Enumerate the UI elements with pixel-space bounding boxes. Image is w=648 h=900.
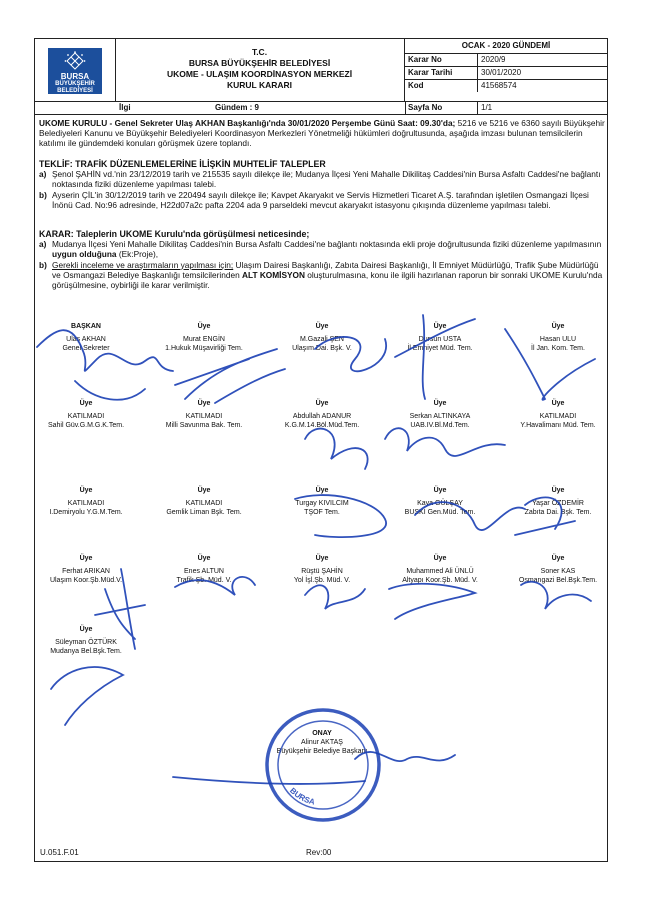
footer-form-code: U.051.F.01 xyxy=(40,848,79,857)
document-title xyxy=(115,39,405,101)
sayfa-no-label: Sayfa No xyxy=(408,103,443,112)
karar-item-b xyxy=(39,260,605,291)
signature-block xyxy=(139,399,269,430)
signature-role: BUSKİ Gen.Müd. Tem. xyxy=(404,509,476,516)
signature-title: Üye xyxy=(433,487,447,494)
signature-name: KATILMADI xyxy=(539,413,577,420)
signature-name: Ferhat ARIKAN xyxy=(62,568,110,575)
karar-b-label: b) xyxy=(39,259,47,270)
intro-paragraph xyxy=(39,118,605,149)
official-seal xyxy=(253,703,393,827)
signature-name: Yaşar ÖZDEMİR xyxy=(532,500,584,507)
signature-role: Gemlik Liman Bşk. Tem. xyxy=(166,509,242,516)
signature-block xyxy=(493,399,623,430)
approval-block xyxy=(257,729,387,756)
signature-name: Abdullah ADANUR xyxy=(292,413,352,420)
signature-block xyxy=(493,554,623,585)
signature-title: Üye xyxy=(79,626,93,633)
signature-block xyxy=(21,554,151,585)
karar-heading: KARAR: Taleplerin UKOME Kurulu'nda görüşülmesi neticesinde; xyxy=(39,229,310,239)
sayfa-no-value: 1/1 xyxy=(477,102,492,114)
signature-block xyxy=(139,322,269,353)
title-tc: T.C. xyxy=(251,47,268,57)
document-header xyxy=(35,39,607,113)
teklif-item-a xyxy=(39,169,605,189)
title-ukome: UKOME - ULAŞIM KOORDİNASYON MERKEZİ xyxy=(166,69,353,79)
decision-document xyxy=(34,38,608,862)
signature-title: Üye xyxy=(315,323,329,330)
karar-b-bold: ALT KOMİSYON xyxy=(242,269,305,280)
signature-name: KATILMADI xyxy=(185,500,223,507)
signature-title: Üye xyxy=(551,323,565,330)
decision-meta-table xyxy=(405,39,607,92)
signature-block xyxy=(375,554,505,585)
signature-role: K.G.M.14.Böl.Müd.Tem. xyxy=(284,422,360,429)
footer-revision: Rev:00 xyxy=(306,848,332,857)
signature-block xyxy=(21,625,151,656)
karar-a-text-1: Mudanya İlçesi Yeni Mahalle Dikilitaş Caddesi'nin Bursa Asfaltı Caddesi'ne bağlantı noktasında ekli proje doğrultusunda fiziki düzenleme yapılmasının xyxy=(52,239,602,250)
logo-text-bursa: BURSA xyxy=(60,72,90,81)
signature-title: Üye xyxy=(315,555,329,562)
logo-text-belediyesi: BELEDİYESİ xyxy=(57,88,93,94)
header-subrow xyxy=(35,101,607,115)
kod-label: Kod xyxy=(408,81,424,90)
gundem-label: Gündem : 9 xyxy=(215,103,260,112)
karar-b-text-2: oluşturulmasına, konu ile ilgili hazırlanan raporun bir sonraki UKOME Kurulu'nda görüşülmesine, oybirliği ile karar verilmiştir. xyxy=(52,269,603,291)
signature-title: Üye xyxy=(315,487,329,494)
signature-name: Ulaş AKHAN xyxy=(66,336,106,343)
ilgi-label: İlgi xyxy=(119,103,131,112)
signature-title: Üye xyxy=(551,400,565,407)
signature-name: Enes ALTUN xyxy=(184,568,224,575)
signature-name: KATILMADI xyxy=(67,500,105,507)
signature-block xyxy=(375,486,505,517)
signature-role: Sahil Güv.G.M.G.K.Tem. xyxy=(47,422,125,429)
signature-name: Süleyman ÖZTÜRK xyxy=(55,639,117,646)
signature-title: Üye xyxy=(197,400,211,407)
teklif-b-text: Ayserin ÇİL'in 30/12/2019 tarih ve 220494 sayılı dilekçe ile; Kavpet Akaryakıt ve Servis Hizmetleri Ticaret A.Ş. tarafından işletilen Osmangazi İlçesi İnönü Cad. No:96 adresinde, H22d07a2c pafta 2204 ada 9 parseldeki mevcut akaryakıt istasyonu çıkışında düzenleme yapılması talebi. xyxy=(52,189,589,210)
logo-emblem-icon xyxy=(64,51,86,71)
signature-title: Üye xyxy=(433,555,447,562)
signature-block xyxy=(139,486,269,517)
title-kurul-karari: KURUL KARARI xyxy=(226,80,292,90)
signature-title: Üye xyxy=(197,555,211,562)
agenda-title: OCAK - 2020 GÜNDEMİ xyxy=(405,39,607,54)
signature-name: Turgay KIVILCIM xyxy=(295,500,349,507)
signature-role: Osmangazi Bel.Bşk.Tem. xyxy=(518,577,598,584)
signature-role: TŞOF Tem. xyxy=(304,509,340,516)
logo-box xyxy=(35,39,116,101)
karar-no-row xyxy=(405,54,607,67)
karar-no-label: Karar No xyxy=(408,55,442,64)
signature-title: Üye xyxy=(551,487,565,494)
kod-value: 41568574 xyxy=(477,80,517,92)
teklif-b-label: b) xyxy=(39,189,47,200)
signature-name: Rüştü ŞAHİN xyxy=(301,568,343,575)
intro-rest: 5216 ve 5216 ve 6360 sayılı Büyükşehir Belediyeleri Kanunu ve Büyükşehir Belediyeleri Koordinasyon Merkezleri Yönetmeliği hükümleri doğrultusunda, aşağıda imzası bulunan temsilcilerin katılımı ile gündemdeki konuları görüşmek üzere toplandı. xyxy=(39,118,605,149)
signature-block xyxy=(139,554,269,585)
karar-no-value: 2020/9 xyxy=(477,54,505,66)
signature-role: Zabıta Dai. Bşk. Tem. xyxy=(524,509,592,516)
signature-title: Üye xyxy=(79,555,93,562)
signature-role: Ulaşım Dai. Bşk. V. xyxy=(292,345,352,352)
intro-bold: UKOME KURULU - Genel Sekreter Ulaş AKHAN Başkanlığı'nda 30/01/2020 Perşembe Günü Saat: 09.30'da; xyxy=(39,118,456,128)
signature-block xyxy=(257,399,387,430)
signature-role: Milli Savunma Bak. Tem. xyxy=(165,422,243,429)
signature-role: Yol İşl.Şb. Müd. V. xyxy=(293,577,351,584)
karar-a-bold: uygun olduğuna xyxy=(52,249,117,260)
signature-role: UAB.IV.Bl.Md.Tem. xyxy=(410,422,470,429)
karar-b-text-1: Ulaşım Dairesi Başkanlığı, Zabıta Dairesi Başkanlığı, İl Emniyet Müdürlüğü, Trafik Şube Müdürlüğü ve Osmangazi Belediye Başkanlığı temsilcilerinden xyxy=(52,259,599,280)
karar-a-text-2: (Ek:Proje), xyxy=(116,249,159,260)
signature-name: Kaya GÜLŞAY xyxy=(417,500,463,507)
karar-b-underlined: Gerekli inceleme ve araştırmaların yapılması için; xyxy=(52,259,234,270)
signature-role: Y.Havalimanı Müd. Tem. xyxy=(520,422,596,429)
signature-name: Dursun USTA xyxy=(418,336,462,343)
signature-role: 1.Hukuk Müşavirliği Tem. xyxy=(165,345,243,352)
signature-name: KATILMADI xyxy=(185,413,223,420)
bursa-logo xyxy=(48,48,102,94)
signature-role: Genel Sekreter xyxy=(62,345,110,352)
title-municipality: BURSA BÜYÜKŞEHİR BELEDİYESİ xyxy=(188,58,331,68)
kod-row xyxy=(405,80,607,92)
signature-role: Mudanya Bel.Bşk.Tem. xyxy=(50,648,122,655)
signature-block xyxy=(257,322,387,353)
teklif-a-label: a) xyxy=(39,169,47,180)
signature-name: Muhammed Ali ÜNLÜ xyxy=(406,568,474,575)
signature-title: Üye xyxy=(197,323,211,330)
signature-title: Üye xyxy=(79,487,93,494)
signature-name: KATILMADI xyxy=(67,413,105,420)
teklif-item-b xyxy=(39,190,605,210)
signature-title: Üye xyxy=(197,487,211,494)
signature-role: Trafik Şb. Müd. V. xyxy=(176,577,232,584)
signature-name: Soner KAS xyxy=(540,568,576,575)
teklif-a-text: Şenol ŞAHİN vd.'nin 23/12/2019 tarih ve 215535 sayılı dilekçe ile; Mudanya İlçesi Yeni Mahalle Dikilitaş Caddesi'nin Bursa Asfaltı Caddesi'ne bağlantı noktasında fiziki düzenleme yapılması talebi. xyxy=(52,169,601,190)
approval-title: ONAY xyxy=(312,730,332,737)
signature-name: Hasan ULU xyxy=(539,336,577,343)
subrow-divider xyxy=(405,102,406,114)
signature-name: Murat ENGİN xyxy=(182,336,225,343)
karar-tarihi-value: 30/01/2020 xyxy=(477,67,521,79)
karar-section xyxy=(39,229,605,290)
karar-tarihi-label: Karar Tarihi xyxy=(408,68,453,77)
signature-block xyxy=(257,486,387,517)
signature-role: Ulaşım Koor.Şb.Müd.V. xyxy=(49,577,123,584)
teklif-heading: TEKLİF: TRAFİK DÜZENLEMELERİNE İLİŞKİN MUHTELİF TALEPLER xyxy=(39,159,326,169)
signature-block xyxy=(493,322,623,353)
karar-tarihi-row xyxy=(405,67,607,80)
signature-block xyxy=(21,322,151,353)
signature-title: Üye xyxy=(433,400,447,407)
karar-a-label: a) xyxy=(39,239,47,250)
signature-block xyxy=(21,399,151,430)
approval-role: Büyükşehir Belediye Başkanı xyxy=(276,748,368,755)
karar-item-a xyxy=(39,239,605,259)
signature-title: BAŞKAN xyxy=(71,323,101,330)
signature-role: Altyapı Koor.Şb. Müd. V. xyxy=(402,577,478,584)
signature-title: Üye xyxy=(433,323,447,330)
signature-name: Serkan ALTINKAYA xyxy=(409,413,471,420)
teklif-section xyxy=(39,159,605,210)
signature-role: İl Jan. Kom. Tem. xyxy=(531,345,585,352)
signature-name: M.Gazali ŞEN xyxy=(300,336,344,343)
svg-text:BURSA: BURSA xyxy=(288,786,316,807)
signature-block xyxy=(493,486,623,517)
signature-title: Üye xyxy=(551,555,565,562)
signature-title: Üye xyxy=(315,400,329,407)
signature-role: I.Demiryolu Y.G.M.Tem. xyxy=(49,509,123,516)
logo-text-buyuksehir: BÜYÜKŞEHİR xyxy=(55,81,95,87)
signature-block xyxy=(375,322,505,353)
approval-name: Alinur AKTAŞ xyxy=(301,739,343,746)
signature-title: Üye xyxy=(79,400,93,407)
signature-role: İl Emniyet Müd. Tem. xyxy=(407,345,473,352)
signature-block xyxy=(257,554,387,585)
signature-block xyxy=(21,486,151,517)
signature-block xyxy=(375,399,505,430)
